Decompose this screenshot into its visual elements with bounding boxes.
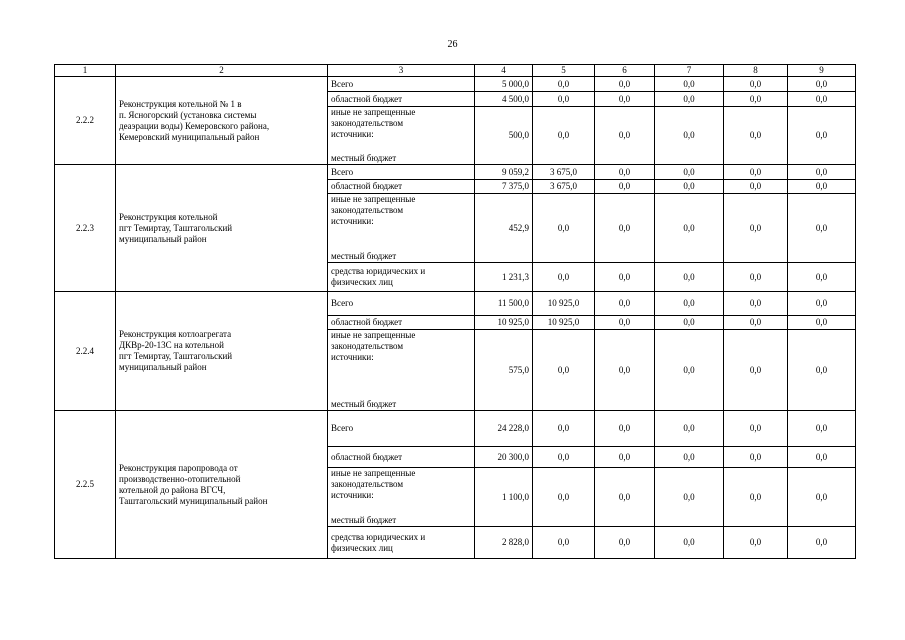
value-cell: 0,0	[724, 180, 788, 194]
value-cell: 7 375,0	[475, 180, 533, 194]
header-cell: 7	[655, 65, 724, 77]
funding-source-line: средства юридических и	[331, 266, 426, 276]
funding-source-line: Всего	[331, 166, 354, 177]
funding-source-line: источники:	[331, 490, 374, 500]
value-cell: 0,0	[595, 77, 655, 92]
value-cell: 10 925,0	[533, 316, 595, 330]
funding-source	[328, 292, 475, 316]
funding-source	[328, 165, 475, 180]
funding-source-line: областной бюджет	[331, 451, 403, 462]
funding-source-line: источники:	[331, 352, 374, 362]
item-name-line: Таштагольский муниципальный район	[119, 495, 268, 506]
value-cell: 0,0	[788, 92, 856, 107]
funding-source	[328, 107, 475, 165]
funding-source-line: законодательством	[331, 205, 404, 215]
value-cell: 0,0	[655, 263, 724, 292]
value-cell: 0,0	[655, 292, 724, 316]
value-cell: 0,0	[788, 316, 856, 330]
value-cell: 0,0	[788, 447, 856, 468]
funding-source	[328, 411, 475, 447]
value-cell: 0,0	[724, 468, 788, 527]
value-cell: 0,0	[533, 77, 595, 92]
funding-source-line: местный бюджет	[331, 515, 397, 525]
value-cell: 0,0	[595, 180, 655, 194]
funding-source	[328, 180, 475, 194]
funding-source-line: иные не запрещенные	[331, 468, 416, 478]
header-cell: 8	[724, 65, 788, 77]
value-cell: 0,0	[533, 411, 595, 447]
header-cell: 2	[116, 65, 328, 77]
value-cell: 11 500,0	[475, 292, 533, 316]
value-cell: 3 675,0	[533, 165, 595, 180]
funding-source-line: местный бюджет	[331, 153, 397, 163]
item-name-line: котельной до района ВГСЧ,	[119, 484, 226, 495]
funding-source-line: законодательством	[331, 118, 404, 128]
value-cell: 1 100,0	[475, 468, 533, 527]
item-name-line: муниципальный район	[119, 362, 207, 372]
value-cell: 0,0	[655, 92, 724, 107]
value-cell: 0,0	[724, 107, 788, 165]
item-name-line: деаэрации воды) Кемеровского района,	[119, 120, 270, 131]
item-code: 2.2.3	[55, 165, 116, 292]
value-cell: 10 925,0	[475, 316, 533, 330]
header-cell: 9	[788, 65, 856, 77]
value-cell: 9 059,2	[475, 165, 533, 180]
funding-source-line: областной бюджет	[331, 93, 403, 104]
funding-source-line: физических лиц	[331, 542, 393, 553]
value-cell: 0,0	[724, 316, 788, 330]
item-name-line: пгт Темиртау, Таштагольский	[119, 222, 233, 233]
funding-source-line: физических лиц	[331, 277, 393, 287]
value-cell: 0,0	[788, 468, 856, 527]
item-name	[116, 77, 328, 165]
value-cell: 0,0	[724, 411, 788, 447]
value-cell: 0,0	[655, 468, 724, 527]
item-name-line: п. Ясногорский (установка системы	[119, 109, 257, 120]
value-cell: 2 828,0	[475, 527, 533, 559]
item-name-line: Реконструкция котельной № 1 в	[119, 98, 242, 109]
value-cell: 0,0	[595, 165, 655, 180]
value-cell: 500,0	[475, 107, 533, 165]
value-cell: 0,0	[595, 330, 655, 411]
item-name	[116, 411, 328, 559]
funding-source	[328, 330, 475, 411]
funding-source	[328, 468, 475, 527]
funding-source-line: иные не запрещенные	[331, 330, 416, 340]
value-cell: 0,0	[788, 411, 856, 447]
funding-source	[328, 92, 475, 107]
item-name-line: производственно-отопительной	[119, 473, 241, 484]
item-name-line: ДКВр-20-13С на котельной	[119, 340, 224, 350]
table-row	[55, 411, 856, 447]
funding-source	[328, 447, 475, 468]
item-code: 2.2.4	[55, 292, 116, 411]
header-cell: 6	[595, 65, 655, 77]
value-cell: 0,0	[595, 411, 655, 447]
item-name-line: Кемеровский муниципальный район	[119, 131, 260, 142]
table-row	[55, 77, 856, 92]
value-cell: 0,0	[595, 527, 655, 559]
value-cell: 0,0	[724, 527, 788, 559]
funding-source	[328, 527, 475, 559]
item-name-line: пгт Темиртау, Таштагольский	[119, 351, 233, 361]
table-row	[55, 165, 856, 180]
value-cell: 5 000,0	[475, 77, 533, 92]
value-cell: 0,0	[788, 77, 856, 92]
value-cell: 0,0	[655, 411, 724, 447]
funding-source-line: местный бюджет	[331, 399, 397, 409]
value-cell: 24 228,0	[475, 411, 533, 447]
value-cell: 0,0	[655, 77, 724, 92]
item-name-line: Реконструкция котельной	[119, 211, 218, 222]
value-cell: 0,0	[788, 527, 856, 559]
funding-source-line: источники:	[331, 129, 374, 139]
value-cell: 0,0	[533, 468, 595, 527]
value-cell: 0,0	[724, 92, 788, 107]
funding-source-line: источники:	[331, 216, 374, 226]
table-row	[55, 292, 856, 316]
funding-source	[328, 263, 475, 292]
header-cell: 4	[475, 65, 533, 77]
value-cell: 0,0	[655, 180, 724, 194]
funding-source-line: Всего	[331, 423, 354, 433]
value-cell: 0,0	[533, 92, 595, 107]
header-cell: 5	[533, 65, 595, 77]
header-row	[55, 65, 856, 77]
item-name-line: Реконструкция паропровода от	[119, 462, 238, 473]
funding-source-line: законодательством	[331, 341, 404, 351]
value-cell: 0,0	[788, 107, 856, 165]
value-cell: 0,0	[655, 194, 724, 263]
funding-source-line: Всего	[331, 78, 354, 89]
value-cell: 0,0	[533, 330, 595, 411]
value-cell: 0,0	[595, 194, 655, 263]
value-cell: 0,0	[655, 447, 724, 468]
value-cell: 0,0	[724, 165, 788, 180]
value-cell: 0,0	[724, 263, 788, 292]
funding-source-line: иные не запрещенные	[331, 107, 416, 117]
value-cell: 0,0	[724, 330, 788, 411]
value-cell: 452,9	[475, 194, 533, 263]
value-cell: 3 675,0	[533, 180, 595, 194]
funding-source-line: местный бюджет	[331, 251, 397, 261]
value-cell: 0,0	[655, 330, 724, 411]
funding-source	[328, 77, 475, 92]
item-name-line: муниципальный район	[119, 233, 207, 244]
funding-source	[328, 194, 475, 263]
value-cell: 0,0	[788, 330, 856, 411]
funding-source-line: законодательством	[331, 479, 404, 489]
value-cell: 0,0	[655, 165, 724, 180]
header-cell: 1	[55, 65, 116, 77]
value-cell: 0,0	[595, 107, 655, 165]
value-cell: 0,0	[595, 316, 655, 330]
funding-source-line: иные не запрещенные	[331, 194, 416, 204]
value-cell: 4 500,0	[475, 92, 533, 107]
value-cell: 0,0	[595, 292, 655, 316]
value-cell: 0,0	[533, 107, 595, 165]
value-cell: 0,0	[655, 527, 724, 559]
item-code: 2.2.2	[55, 77, 116, 165]
value-cell: 0,0	[788, 292, 856, 316]
value-cell: 0,0	[533, 447, 595, 468]
value-cell: 0,0	[724, 77, 788, 92]
item-name	[116, 165, 328, 292]
value-cell: 0,0	[724, 447, 788, 468]
value-cell: 0,0	[655, 316, 724, 330]
funding-source-line: средства юридических и	[331, 531, 426, 542]
item-code: 2.2.5	[55, 411, 116, 559]
item-name	[116, 292, 328, 411]
value-cell: 0,0	[533, 527, 595, 559]
page-number: 26	[447, 39, 458, 50]
item-name-line: Реконструкция котлоагрегата	[119, 329, 232, 339]
value-cell: 0,0	[724, 194, 788, 263]
header-cell: 3	[328, 65, 475, 77]
value-cell: 0,0	[788, 180, 856, 194]
value-cell: 0,0	[533, 194, 595, 263]
value-cell: 0,0	[655, 107, 724, 165]
value-cell: 0,0	[788, 194, 856, 263]
value-cell: 0,0	[595, 92, 655, 107]
value-cell: 1 231,3	[475, 263, 533, 292]
budget-table	[54, 64, 856, 559]
value-cell: 0,0	[788, 263, 856, 292]
funding-source-line: Всего	[331, 298, 354, 308]
funding-source-line: областной бюджет	[331, 181, 403, 191]
value-cell: 0,0	[595, 447, 655, 468]
funding-source-line: областной бюджет	[331, 317, 403, 327]
value-cell: 0,0	[595, 263, 655, 292]
value-cell: 20 300,0	[475, 447, 533, 468]
value-cell: 0,0	[788, 165, 856, 180]
funding-source	[328, 316, 475, 330]
value-cell: 0,0	[724, 292, 788, 316]
value-cell: 0,0	[595, 468, 655, 527]
value-cell: 10 925,0	[533, 292, 595, 316]
value-cell: 575,0	[475, 330, 533, 411]
value-cell: 0,0	[533, 263, 595, 292]
